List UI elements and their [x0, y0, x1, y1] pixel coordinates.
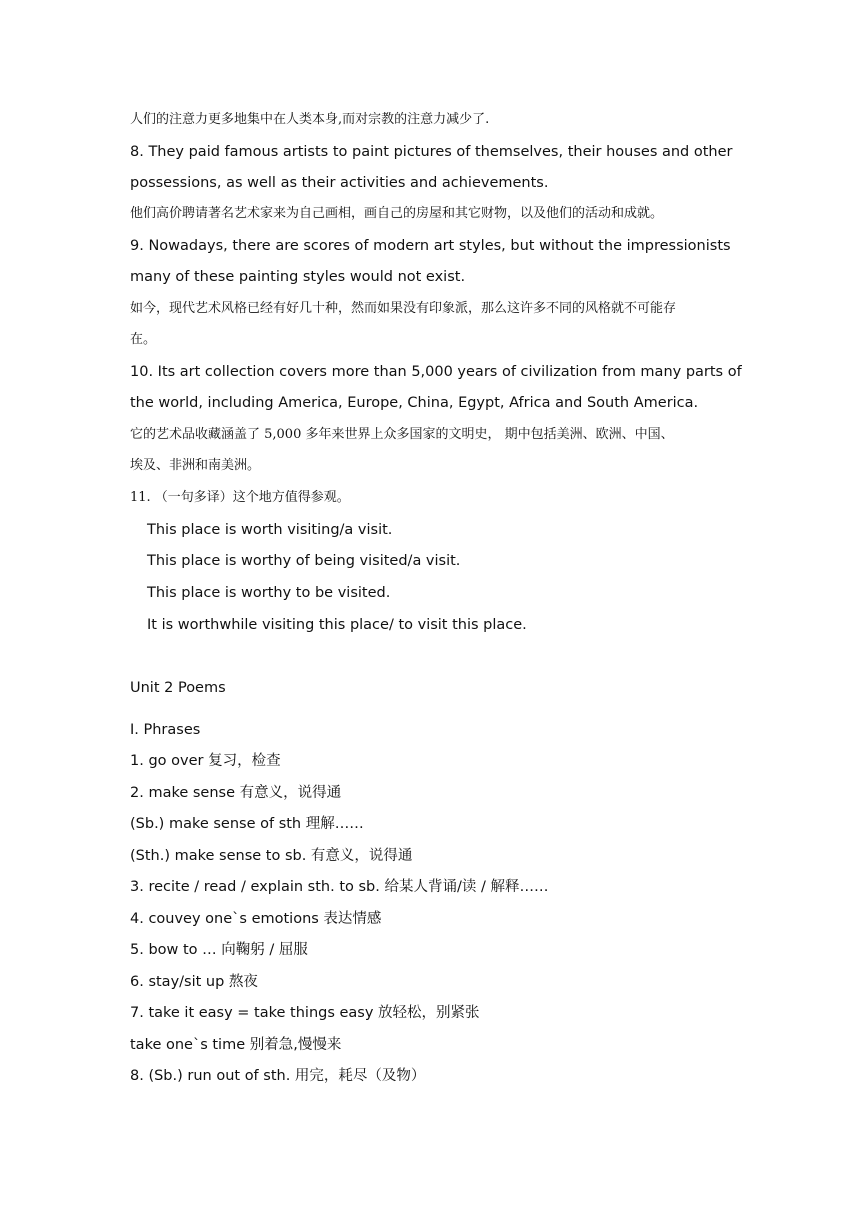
phrase-item: 3. recite / read / explain sth. to sb. 给某人背诵/读 / 解释…… — [130, 879, 549, 895]
phrase-item: 7. take it easy = take things easy 放轻松，别紧张 — [130, 1005, 480, 1021]
text-line: 他们高价聘请著名艺术家来为自己画相，画自己的房屋和其它财物，以及他们的活动和成就。 — [130, 206, 664, 221]
text-line: 9. Nowadays, there are scores of modern art styles, but without the impressionists — [130, 238, 731, 254]
text-line: the world, including America, Europe, China, Egypt, Africa and South America. — [130, 395, 699, 411]
text-line: 8. They paid famous artists to paint pictures of themselves, their houses and other — [130, 144, 733, 160]
text-line: 10. Its art collection covers more than 5,000 years of civilization from many parts of — [130, 364, 742, 380]
phrase-item: 1. go over 复习，检查 — [130, 753, 281, 769]
text-line: This place is worthy of being visited/a visit. — [147, 553, 461, 569]
phrase-item: 2. make sense 有意义，说得通 — [130, 785, 342, 801]
phrase-item: 8. (Sb.) run out of sth. 用完，耗尽（及物） — [130, 1068, 426, 1084]
text-line: This place is worth visiting/a visit. — [147, 522, 393, 538]
text-line: 在。 — [130, 332, 157, 347]
text-line: 11. （一句多译）这个地方值得参观。 — [130, 490, 350, 505]
phrase-item: take one`s time 别着急,慢慢来 — [130, 1037, 342, 1053]
text-line: possessions, as well as their activities and achievements. — [130, 175, 549, 191]
text-line: 人们的注意力更多地集中在人类本身,而对宗教的注意力减少了. — [130, 112, 490, 127]
section-heading: Unit 2 Poems — [130, 680, 226, 696]
text-line: This place is worthy to be visited. — [147, 585, 391, 601]
text-line: It is worthwhile visiting this place/ to visit this place. — [147, 617, 527, 633]
text-line: many of these painting styles would not exist. — [130, 269, 466, 285]
phrase-item: 4. couvey one`s emotions 表达情感 — [130, 911, 382, 927]
text-line: 埃及、非洲和南美洲。 — [130, 458, 261, 473]
phrase-item: 6. stay/sit up 熬夜 — [130, 974, 258, 990]
phrase-item: (Sth.) make sense to sb. 有意义，说得通 — [130, 848, 413, 864]
phrase-item: (Sb.) make sense of sth 理解…… — [130, 816, 364, 832]
phrase-item: 5. bow to … 向鞠躬 / 屈服 — [130, 942, 308, 958]
text-line: 如今，现代艺术风格已经有好几十种，然而如果没有印象派，那么这许多不同的风格就不可能存 — [130, 301, 677, 316]
text-line: 它的艺术品收藏涵盖了 5,000 多年来世界上众多国家的文明史， 期中包括美洲、欧洲、中国、 — [130, 427, 674, 442]
subsection-heading: I. Phrases — [130, 722, 201, 738]
